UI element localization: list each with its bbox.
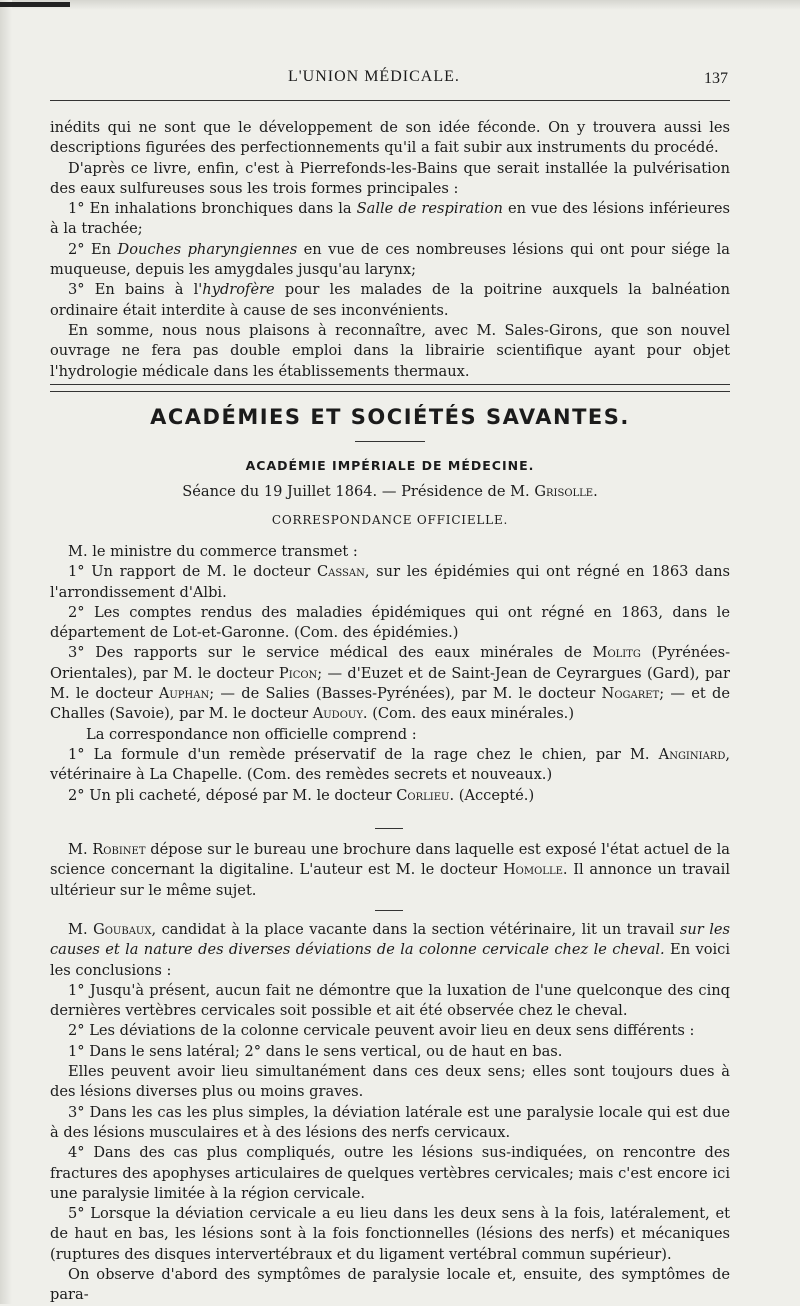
journal-title: L'UNION MÉDICALE. xyxy=(288,68,460,85)
running-header xyxy=(50,68,730,98)
list-item: 2° Les comptes rendus des maladies épidémiques qui ont régné en 1863, dans le département de Lot-et-Garonne. (Com. des épidémies.) xyxy=(50,603,730,642)
separator-dash xyxy=(375,910,403,911)
conclusion-item: 2° Les déviations de la colonne cervicale peuvent avoir lieu en deux sens différents : xyxy=(68,1022,695,1040)
list-item: 1° Un rapport de M. le docteur Cassan, sur les épidémies qui ont régné en 1863 dans l'arrondissement d'Albi. xyxy=(50,563,730,601)
paragraph: D'après ce livre, enfin, c'est à Pierrefonds-les-Bains que serait installée la pulvérisation des eaux sulfureuses sous les trois formes principales : xyxy=(50,159,730,197)
section-title: ACADÉMIES ET SOCIÉTÉS SAVANTES. xyxy=(150,405,630,429)
scan-shadow-left xyxy=(0,0,12,1304)
list-item: 1° La formule d'un remède préservatif de la rage chez le chien, par M. Anginiard, vétérinaire à La Chapelle. (Com. des remèdes secrets et nouveaux.) xyxy=(50,745,730,784)
paragraph: La correspondance non officielle comprend : xyxy=(86,725,417,743)
list-item: 3° Des rapports sur le service médical des eaux minérales de Molitg (Pyrénées-Orientales), par M. le docteur Picon; — d'Euzet et de Saint-Jean de Ceyrargues (Gard), par M. le docteur Auphan; — de Salies (Basses-Pyrénées), par M. le docteur Nogaret; — et de Challes (Savoie), par M. le docteur Audouy. (Com. des eaux minérales.) xyxy=(50,644,731,723)
paragraph: M. le ministre du commerce transmet : xyxy=(68,543,358,560)
title-underline xyxy=(355,441,425,442)
paragraph: M. Goubaux, candidat à la place vacante dans la section vétérinaire, lit un travail sur les causes et la nature des diverses déviations de la colonne cervicale chez le cheval. En voici les conclusions : xyxy=(50,921,731,979)
scan-shadow-top xyxy=(0,0,800,10)
paragraph: inédits qui ne sont que le développement de son idée féconde. On y trouvera aussi les descriptions figurées des perfectionnements qu'il a fait subir aux instruments du procédé. xyxy=(50,119,730,157)
conclusion-item: Elles peuvent avoir lieu simultanément dans ces deux sens; elles sont toujours dues à des lésions diverses plus ou moins graves. xyxy=(50,1063,730,1101)
conclusion-item: 1° Dans le sens latéral; 2° dans le sens vertical, ou de haut en bas. xyxy=(68,1042,563,1060)
conclusion-item: 4° Dans des cas plus compliqués, outre les lésions sus-indiquées, on rencontre des fractures des apophyses articulaires de quelques vertèbres cervicales; mais c'est encore ici une paralysie limitée à la région cervicale. xyxy=(50,1144,730,1202)
conclusion-item: On observe d'abord des symptômes de paralysie locale et, ensuite, des symptômes de para- xyxy=(50,1266,730,1304)
list-item: 1° En inhalations bronchiques dans la Salle de respiration en vue des lésions inférieures à la trachée; xyxy=(50,200,731,238)
book-review-continuation xyxy=(50,118,730,382)
paragraph: M. Robinet dépose sur le bureau une brochure dans laquelle est exposé l'état actuel de la science concernant la digitaline. L'auteur est M. le docteur Homolle. Il annonce un travail ultérieur sur le même sujet. xyxy=(50,841,730,899)
academy-heading: ACADÉMIE IMPÉRIALE DE MÉDECINE. xyxy=(245,458,535,473)
conclusion-item: 5° Lorsque la déviation cervicale a eu lieu dans les deux sens à la fois, latéralement, et de haut en bas, les lésions sont à la fois fonctionnelles (lésions des nerfs) et mécaniques (ruptures des disques intervertébraux et du ligament vertébral commun supérieur). xyxy=(50,1205,730,1263)
conclusion-item: 3° Dans les cas les plus simples, la déviation latérale est une paralysie locale qui est due à des lésions musculaires et à des lésions des nerfs cervicaux. xyxy=(50,1103,730,1141)
list-item: 2° En Douches pharyngiennes en vue de ces nombreuses lésions qui ont pour siége la muqueuse, depuis les amygdales jusqu'au larynx; xyxy=(50,240,730,279)
session-line: Séance du 19 Juillet 1864. — Présidence de M. Grisolle. xyxy=(182,483,598,500)
correspondance-body xyxy=(50,542,730,806)
list-item: 2° Un pli cacheté, déposé par M. le docteur Corlieu. (Accepté.) xyxy=(68,786,535,804)
separator-dash xyxy=(375,828,403,829)
list-item: 3° En bains à l'hydrofère pour les malades de la poitrine auxquels la balnéation ordinaire était interdite à cause de ses inconvénients. xyxy=(50,281,730,319)
correspondance-heading: CORRESPONDANCE OFFICIELLE. xyxy=(271,513,509,527)
page-number: 137 xyxy=(704,70,728,87)
conclusion-item: 1° Jusqu'à présent, aucun fait ne démontre que la luxation de l'une quelconque des cinq dernières vertèbres cervicales soit possible et ait été observée chez le cheval. xyxy=(50,981,730,1020)
section-divider xyxy=(50,384,730,392)
goubaux-communication xyxy=(50,920,730,1306)
scan-corner-mark xyxy=(0,2,70,7)
paragraph: En somme, nous nous plaisons à reconnaître, avec M. Sales-Girons, que son nouvel ouvrage ne fera pas double emploi dans la librairie scientifique ayant pour objet l'hydrologie médicale dans les établissements thermaux. xyxy=(50,321,730,380)
robinet-paragraph xyxy=(50,840,730,901)
header-rule xyxy=(50,100,730,101)
